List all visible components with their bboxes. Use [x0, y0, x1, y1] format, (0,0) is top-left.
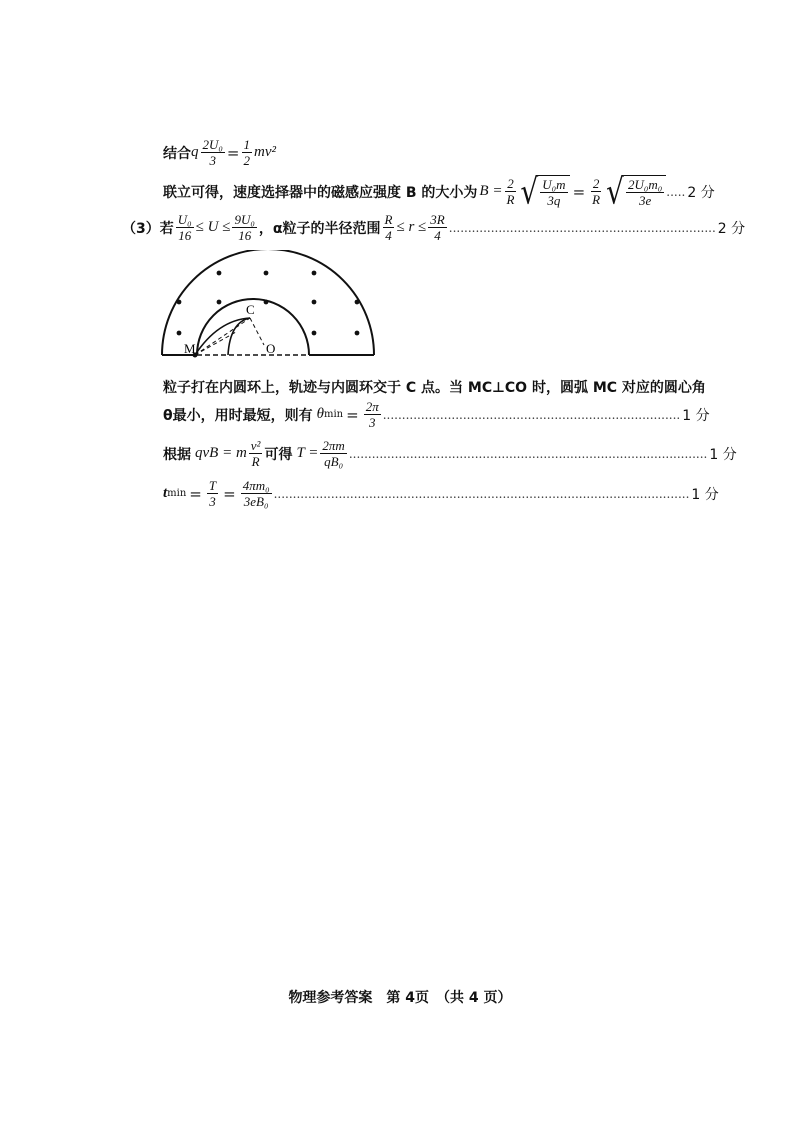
leader-dots: .............................................................................................. — [348, 446, 708, 461]
qvB: qvB = m — [195, 445, 247, 461]
text-prefix: 根据 — [163, 446, 191, 463]
fraction-v2-R: $\frac{\text{v²}}{R}$ — [250, 438, 261, 469]
formula-line-7 — [163, 478, 719, 509]
page-footer: 物理参考答案 第 4页 （共 4 页） — [288, 990, 512, 1006]
score: 1 分 — [691, 486, 719, 503]
equals: = — [223, 484, 236, 503]
var-q: q — [191, 144, 199, 160]
formula-line-1 — [163, 137, 276, 168]
equals: = — [189, 484, 202, 503]
fraction-R-4: $\frac{R}{4}$ — [384, 212, 393, 243]
label-O: O — [266, 341, 276, 356]
theta: θ — [316, 406, 324, 422]
formula-line-3 — [122, 212, 745, 243]
fraction-U0-16: $\frac{\text{U₀}}{16}$ — [177, 212, 192, 243]
var-t: t — [163, 485, 168, 501]
var-B: B = — [479, 183, 503, 199]
sqrt-1: √ $\frac{\text{U₀m}}{3q}$ — [520, 175, 569, 208]
leader-dots: ..... — [666, 184, 686, 199]
fraction-half: $\frac{1}{2}$ — [243, 137, 250, 168]
leader-dots: .............................................................................. — [382, 407, 681, 422]
text-prefix: 结合 — [163, 145, 191, 162]
leader-dots: ............................................................................................................. — [273, 486, 690, 501]
score: 2 分 — [687, 184, 715, 201]
fraction-2R-b: $\frac{2}{R}$ — [592, 176, 601, 207]
fraction-2R-a: $\frac{2}{R}$ — [506, 176, 515, 207]
trajectory-arc-small — [228, 318, 250, 355]
fraction-tmin: $\frac{\text{4πm₀}}{\text{3eB₀}}$ — [242, 478, 270, 509]
label-M: M — [184, 341, 196, 356]
fraction-period: $\frac{2\pi m}{\text{qB₀}}$ — [322, 438, 345, 469]
question-label: （3）若 — [122, 220, 174, 237]
sqrt-2: √ $\frac{\text{2U₀m₀}}{3e}$ — [606, 175, 666, 208]
formula-line-2 — [163, 170, 715, 213]
t-sub: min — [167, 488, 187, 499]
inequality-r: ≤ r ≤ — [396, 219, 427, 235]
explanation-text: 粒子打在内圆环上，轨迹与内圆环交于 C 点。当 MC⊥CO 时，圆弧 MC 对应的圆心角 — [163, 380, 706, 396]
score: 2 分 — [717, 220, 746, 237]
fraction-3R-4: $\frac{3R}{4}$ — [430, 212, 445, 243]
explanation-text: θ最小，用时最短，则有 — [163, 407, 313, 424]
equals: = — [226, 143, 240, 162]
fraction-T-3: $\frac{T}{3}$ — [208, 478, 217, 509]
leader-dots: ...................................................................... — [448, 220, 716, 235]
fraction-2pi-3: $\frac{2\pi}{3}$ — [365, 399, 379, 430]
label-C: C — [246, 302, 255, 317]
formula-line-6 — [163, 438, 737, 469]
text-mid: 可得 — [264, 446, 293, 463]
inequality-U: ≤ U ≤ — [195, 219, 231, 235]
score: 1 分 — [709, 446, 737, 463]
formula-line-5 — [163, 399, 710, 430]
fraction: $\frac{\text{2U₀}}{3}$ — [202, 137, 223, 168]
equals: = — [572, 182, 586, 201]
mv-squared: mv² — [254, 144, 276, 160]
score: 1 分 — [682, 407, 710, 424]
text-conclusion: 联立可得，速度选择器中的磁感应强度 B 的大小为 — [163, 184, 478, 201]
equals: = — [346, 405, 359, 424]
chord-CO — [250, 318, 264, 345]
var-T: T = — [296, 445, 319, 461]
text-radius-range: ，α粒子的半径范围 — [258, 220, 381, 237]
text-line-4 — [163, 377, 706, 397]
chord-MC — [195, 318, 250, 355]
fraction-9U0-16: $\frac{\text{9U₀}}{16}$ — [234, 212, 255, 243]
theta-sub: min — [324, 409, 344, 420]
semicircle-magnetic-field-diagram — [150, 250, 390, 365]
